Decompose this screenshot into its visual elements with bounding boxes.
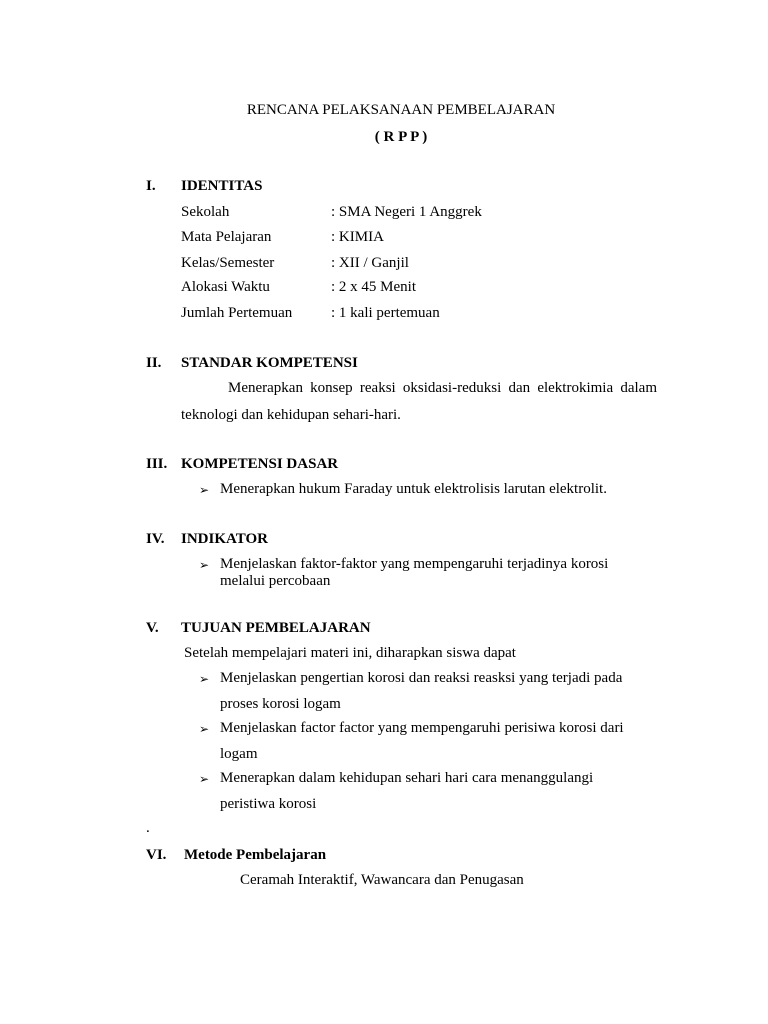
arrow-bullet-icon: ➢ — [199, 772, 210, 786]
identitas-label: Sekolah — [181, 204, 230, 220]
section-heading-standar: STANDAR KOMPETENSI — [181, 355, 358, 371]
kompetensi-item: Menerapkan hukum Faraday untuk elektrolisis larutan elektrolit. — [220, 481, 607, 497]
standar-text-line2: teknologi dan kehidupan sehari-hari. — [181, 407, 401, 423]
arrow-bullet-icon: ➢ — [199, 722, 210, 736]
indikator-item-line2: melalui percobaan — [220, 573, 331, 589]
section-heading-metode: Metode Pembelajaran — [184, 847, 327, 863]
tujuan-item-line1: Menjelaskan factor factor yang mempengaruhi perisiwa korosi dari — [220, 720, 624, 736]
tujuan-item-line2: peristiwa korosi — [220, 796, 317, 812]
identitas-value: : 1 kali pertemuan — [331, 305, 440, 321]
section-heading-identitas: IDENTITAS — [181, 178, 263, 194]
identitas-value: : 2 x 45 Menit — [331, 279, 416, 295]
arrow-bullet-icon: ➢ — [199, 483, 210, 497]
section-heading-indikator: INDIKATOR — [181, 531, 268, 547]
section-number-indikator: IV. — [146, 531, 165, 547]
tujuan-intro: Setelah mempelajari materi ini, diharapkan siswa dapat — [184, 645, 516, 661]
tujuan-item-line2: logam — [220, 746, 258, 762]
section-number-kompetensi: III. — [146, 456, 168, 472]
metode-text: Ceramah Interaktif, Wawancara dan Penugasan — [240, 872, 524, 888]
identitas-value: : SMA Negeri 1 Anggrek — [331, 204, 482, 220]
section-number-identitas: I. — [146, 178, 156, 194]
identitas-label: Kelas/Semester — [181, 255, 275, 271]
arrow-bullet-icon: ➢ — [199, 558, 210, 572]
indikator-item-line1: Menjelaskan faktor-faktor yang mempengaruhi terjadinya korosi — [220, 556, 609, 572]
tujuan-item-line1: Menerapkan dalam kehidupan sehari hari cara menanggulangi — [220, 770, 594, 786]
identitas-value: : XII / Ganjil — [331, 255, 409, 271]
identitas-label: Mata Pelajaran — [181, 229, 272, 245]
standar-text-line1: Menerapkan konsep reaksi oksidasi-reduksi dan elektrokimia dalam — [228, 380, 657, 396]
section-heading-tujuan: TUJUAN PEMBELAJARAN — [181, 620, 371, 636]
document-subtitle: ( R P P ) — [374, 129, 428, 145]
identitas-value: : KIMIA — [331, 229, 384, 245]
section-number-standar: II. — [146, 355, 162, 371]
section-number-tujuan: V. — [146, 620, 159, 636]
section-heading-kompetensi: KOMPETENSI DASAR — [181, 456, 339, 472]
stray-dot: . — [146, 820, 150, 836]
arrow-bullet-icon: ➢ — [199, 672, 210, 686]
document-title: RENCANA PELAKSANAAN PEMBELAJARAN — [246, 102, 556, 118]
section-number-metode: VI. — [146, 847, 167, 863]
identitas-label: Jumlah Pertemuan — [181, 305, 293, 321]
tujuan-item-line2: proses korosi logam — [220, 696, 341, 712]
identitas-label: Alokasi Waktu — [181, 279, 270, 295]
tujuan-item-line1: Menjelaskan pengertian korosi dan reaksi reasksi yang terjadi pada — [220, 670, 623, 686]
